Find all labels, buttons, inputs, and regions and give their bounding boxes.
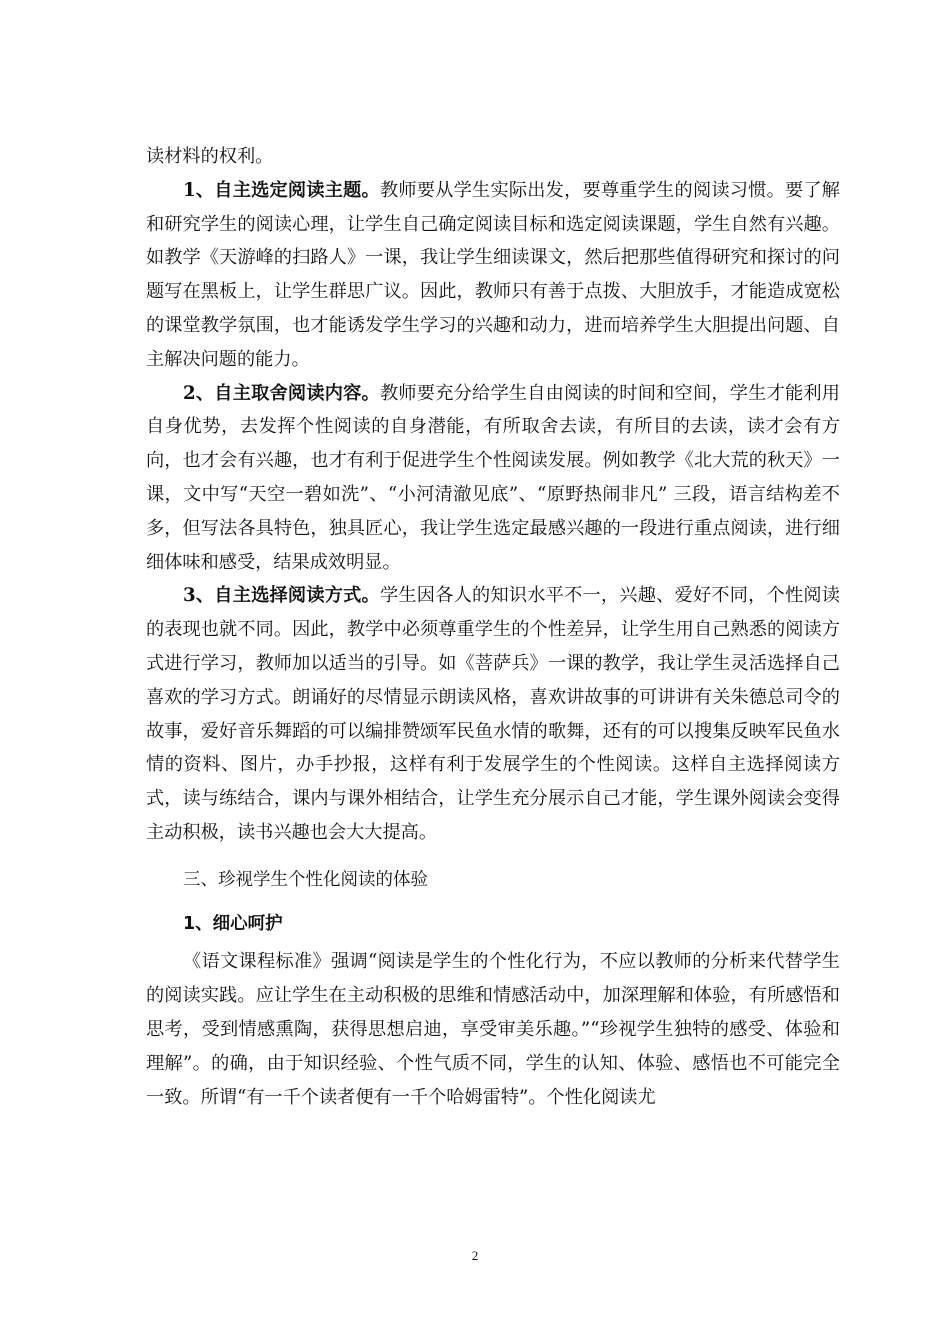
paragraph-lead: 3、自主选择阅读方式。 bbox=[183, 585, 380, 607]
section-heading: 三、珍视学生个性化阅读的体验 bbox=[183, 869, 428, 890]
subsection-heading: 1、细心呵护 bbox=[183, 913, 283, 934]
body-text bbox=[146, 140, 840, 1114]
paragraph-lead: 2、自主取舍阅读内容。 bbox=[183, 382, 380, 404]
paragraph-continuation: 读材料的权利。 bbox=[146, 146, 274, 167]
paragraph-choose-content bbox=[146, 377, 840, 580]
paragraph-choose-topic bbox=[146, 174, 840, 377]
paragraph-choose-method bbox=[146, 579, 840, 849]
paragraph-text: 教师要从学生实际出发，要尊重学生的阅读习惯。要了解和研究学生的阅读心理，让学生自己确定阅读目标和选定阅读课题，学生自然有兴趣。如教学《天游峰的扫路人》一课，我让学生细读课文，然后把那些值得研究和探讨的问题写在黑板上，让学生群思广议。因此，教师只有善于点拨、大胆放手，才能造成宽松的课堂教学氛围，也才能诱发学生学习的兴趣和动力，进而培养学生大胆提出问题、自主解决问题的能力。 bbox=[146, 179, 840, 370]
paragraph-text: 学生因各人的知识水平不一，兴趣、爱好不同，个性阅读的表现也就不同。因此，教学中必须尊重学生的个性差异，让学生用自己熟悉的阅读方式进行学习，教师加以适当的引导。如《菩萨兵》一课的教学，我让学生灵活选择自己喜欢的学习方式。朗诵好的尽情显示朗读风格，喜欢讲故事的可讲讲有关朱德总司令的故事，爱好音乐舞蹈的可以编排赞颂军民鱼水情的歌舞，还有的可以搜集反映军民鱼水情的资料、图片，办手抄报，这样有利于发展学生的个性阅读。这样自主选择阅读方式，读与练结合，课内与课外相结合，让学生充分展示自己才能，学生课外阅读会变得主动积极，读书兴趣也会大大提高。 bbox=[146, 585, 840, 843]
paragraph-text: 教师要充分给学生自由阅读的时间和空间，学生才能利用自身优势，去发挥个性阅读的自身潜能，有所取舍去读，有所目的去读，读才会有方向，也才会有兴趣，也才有利于促进学生个性阅读发展。例如教学《北大荒的秋天》一课，文中写“天空一碧如洗”、“小河清澈见底”、“原野热闹非凡” 三段，语言结构差不多，但写法各具特色，独具匠心，我让学生选定最感兴趣的一段进行重点阅读，进行细细体味和感受，结果成效明显。 bbox=[146, 382, 840, 573]
page-number: 2 bbox=[471, 1248, 479, 1263]
paragraph-curriculum-standard: 《语文课程标准》强调“阅读是学生的个性化行为，不应以教师的分析来代替学生的阅读实践。应让学生在主动积极的思维和情感活动中，加深理解和体验，有所感悟和思考，受到情感熏陶，获得思想启迪，享受审美乐趣。”“珍视学生独特的感受、体验和理解”。的确，由于知识经验、个性气质不同，学生的认知、体验、感悟也不可能完全一致。所谓“有一千个读者便有一千个哈姆雷特”。个性化阅读尤 bbox=[146, 951, 840, 1108]
paragraph-lead: 1、自主选定阅读主题。 bbox=[183, 179, 380, 201]
